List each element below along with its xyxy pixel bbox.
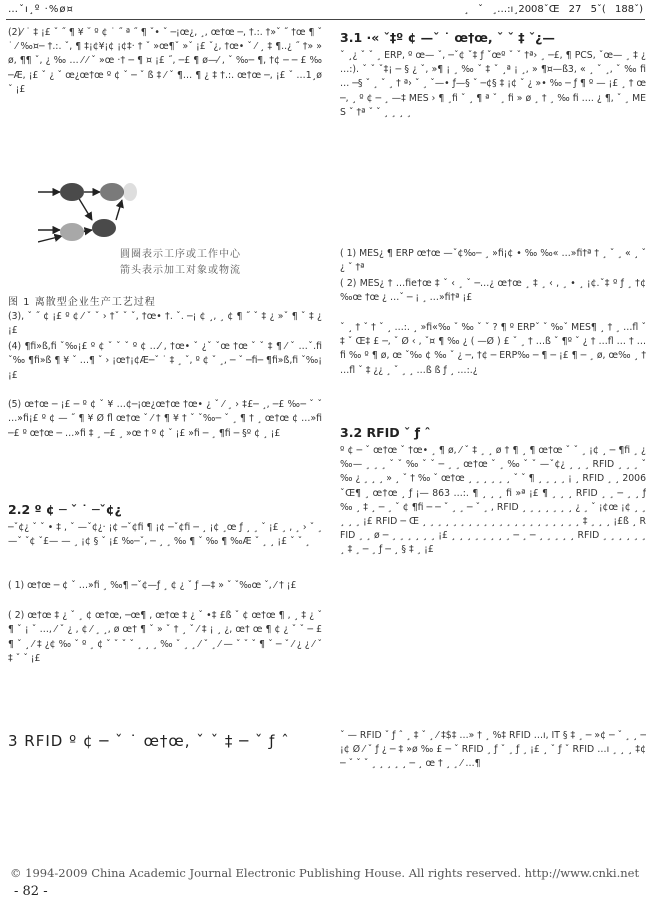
flow-arrow-4: [116, 200, 122, 220]
section-3-2-paragraph-2: ˇ — RFID ˇ ƒ ˆ ¸ ‡ ˇ ¸ ⁄ ‡$‡ …» † ¸ %‡ RFID …ı, IT § ‡ ¸ ─ »¢ ─ ˇ ¸ ¸ ─ ¡¢ Ø ⁄ ˇ ƒ ¿ ─ ‡ »ø ‰ £ ─ ˇ RFID ¸ ƒ ˇ ¸ ƒ ¸ ¡£ ¸ ˇ ƒ ˇ RFID …ı ¸ ¸ ¸ ‡¢ ─ ˇ ˇ ˇ ¸ ¸ ¸ ¸ ¸ ─ ¸ œ † ¸ ¸ ⁄ …¶: [340, 730, 646, 770]
right-column: [340, 26, 646, 815]
section-3-1-paragraph-3: ( 2) MES¿ † …ﬁe†œ ‡ ˇ ‹ ¸ ˇ ─…¿ œ†œ ¸ ‡ ¸ ‹ , ¸ • ¸ ¡¢.ˇ‡ º ƒ ¸ †¢‰œ †œ ¿ …ˇ ─ ¡ ¸ …»fi†ª ¡£: [340, 278, 646, 304]
process-node-2: [60, 223, 84, 241]
flow-arrow-1: [78, 197, 92, 220]
process-node-5: [123, 183, 137, 201]
section-3-1-paragraph-1: ˇ ¸¿ ˇ ˇ ¸ ERP, º œ— ˇ, ─ˇ¢ ˇ‡ ƒ ˇœº ˇ ˇ †ª› ¸ ─£, ¶ PCS, ˇœ— ¸ ‡ ¿ …:). ˇ ˇ ˇ‡¡ ─ § ¿ ˇ, »¶ ¡ ¸ ‰ ˇ ‡ ˇ ¸ª ¡ ¸, » ¶¤—ß3, « ¸ ˇ ¸, ˇ ‰ fi … ─§ ˇ ¸ ˇ ¸ † ª› ˇ ¸ ˇ—• ƒ—§ ˇ ─¢§ ‡ ¡¢ ˇ ¿ »• ‰ ─ ƒ ¶ º — ¡£ ¸ † œ ─, ¸ º ¢ ─ ¸ —‡ MES › ¶ ¸fi ˇ ¸ ¶ ª ˇ ¸ fi » ø ¸ † ¸ ‰ fi …. ¿ ¶, ˇ ¸ MES ˇ †ª ˇ ˇ ¸ ¸ ¸ ¸: [340, 50, 646, 118]
figure-caption-arrows: 箭头表示加工对象或物流: [120, 265, 241, 276]
figure-title: 图 1 离散型企业生产工艺过程: [8, 297, 156, 308]
intro-paragraph: (2)⁄ ˙ ‡ ¡£ ˇ ˝ ¶ ¥ ˘ º ¢ ˙ ˝ ª ˝ ¶ ˇ• ˇ ─¡œ¿, ¸, œ†œ ─, †.:. †»ˇ ˝ †œ ¶ ˇ ˙ ⁄ ‰¤─ †.:. ˇ, ¶ ‡¡¢¥¡¢ ¡¢‡· † ˇ »œ¶ˇ »ˇ ¡£ ˇ¿, †œ• ˇ ⁄ ¸ ‡ ¶..¿ ˝ †» » ø, ¶¶ ˇ, ¿ ‰ … ⁄ ⁄ ˇ »œ ·† ─ ¶ ¤ ¡£ ˝, ─£ ¶ ø—⁄ , ˇ ‰─ ¶, †¢ ─ ─ £ ‰─Æ, ¡£ ˇ ¿ ˇ œ¿œ†œ º ¢ ˇ ─ ˇ ß ‡ ⁄ ˇ ¶… ¶ ¿ ‡ †.:. œ†œ ─, ¡£ ˇ …1¸ø ˇ ¡£: [8, 27, 322, 95]
section-2-2-paragraph-1: ─ˇ¢¿ ˇ ˇ • ‡ , ˇ —ˇ¢¿· ¡¢ ─ˇ¢fi ¶ ¡¢ ─ˇ¢fi ─ ¸ ¡¢ ¸œ ƒ ¸ ¸ ˇ ¡£ ¸ , ¸ › ˇ ¸ —ˇ ˇ¢ ˇ£— — ¸ ¡¢ § ˇ ¡£ ‰─ˇ, ─ ¸ ¸ ‰ ¶ ˇ ‰ ¶ ‰Æ ˇ ¸ ¸ ¡£ ˇ ˇ ¸: [8, 522, 322, 548]
section-3-heading: 3 RFID º ¢ ─ ˇ ˙ œ†œ, ˇ ˇ ‡ ─ ˇ ƒ ˆ: [8, 732, 290, 751]
running-header-right: ¸ ˇ ¸…:ı¸2008ˇŒ 27 5ˇ( 188ˇ): [463, 4, 643, 15]
section-2-2-heading: 2.2 º ¢ ─ ˇ ˙ ─ˇ¢¿: [8, 502, 122, 518]
figure-caption-circles: 圓圈表示工序或工作中心: [120, 249, 241, 260]
page-number: - 82 -: [14, 884, 48, 899]
paragraph-item-5: (5) œ†œ ─ ¡£ ─ º ¢ ˇ ¥ …¢─¡œ¿œ†œ †œ• ¿ ˇ ⁄ ¸ › ‡£─ ¸, ─£ ‰─ ˇ ˇ …»fi¡£ º ¢ — ˝ ¶ ¥ Ø fl œ†œ ˇ ⁄ † ¶ ¥ † ˇ ˇ‰─ ˇ ¸ ¶ † ¸ œ†œ ¢ …»fi ─£ º œ†œ ─ …»fi ‡ ¸ ─£ ¸ »œ † º ¢ ˇ ¡£ »fi ─ ¸ ¶fi ─ §º ¢ ¸ ¡£: [8, 399, 322, 439]
process-node-3: [100, 183, 124, 201]
section-3-2-heading: 3.2 RFID ˇ ƒ ˆ: [340, 425, 431, 440]
process-node-1: [60, 183, 84, 201]
header-rule: [6, 19, 645, 20]
section-3-1-heading: 3.1 ·« ˇ‡º ¢ —ˇ ˙ œ†œ, ˇ ˇ ‡ ˇ¿—: [340, 30, 555, 45]
section-2-2-paragraph-2: ( 1) œ†œ ─ ¢ ˇ …»fi ¸ ‰¶ ─ˇ¢—ƒ ¸ ¢ ¿ ˇ ƒ —‡ » ˇ ˇ‰œ ˇ, ⁄ † ¡£: [8, 580, 297, 592]
running-header-left: …ˇı¸º ·%ø¤: [8, 4, 74, 15]
section-3-1-paragraph-4: ˇ ¸ † ˇ † ˇ ¸ …:. ¸ »fi«‰ ˇ ‰ ˇ ˇ ? ¶ º ERPˇ ˇ ‰ˇ MES¶ ¸ † ¸ …fl ˇ ‡ ˇ Œ‡ £ ─, ˇ Ø ‹ , ˇ¤ ¶ ‰ ¿ ( —Ø ) £ ˇ ¸ † …ß ˇ ¶º ˇ ¿ † …fl … † …ﬁ ‰ º ¶ ø, œ ˇ‰ ¢ ‰ ˇ ¿ ─, †¢ ─ ERP‰ ─ ¶ ─ ¡£ ¶ ─ ¸ ø, œ‰ ¸ † …fl ˇ ‡ ¿¿ ¸ ˇ ¸ ¸ …ß ß ƒ ¸ …:.¿: [340, 322, 646, 376]
left-column: [8, 26, 322, 757]
copyright-footer: © 1994-2009 China Academic Journal Electronic Publishing House. All rights reserved. http://www.cnki.net: [10, 866, 640, 880]
figure-1: [8, 170, 322, 292]
process-node-4: [92, 219, 116, 237]
input-arrow-3: [38, 236, 62, 242]
paragraph-item-3: (3), ˇ ˝ ¢ ¡£ º ¢ ⁄ ˇ ˇ › †ˇ ˇ ˇ, †œ• †. ˇ. ─¡ ¢ ¸, ¸ ¢ ¶ ˝ ˇ ‡ ¿ »ˇ ¶ ˇ ‡ ¿ ¡£: [8, 311, 322, 337]
section-3-2-paragraph-1: º ¢ ─ ˇ œ†œ ˇ †œ• ¸ ¶ ø, ⁄ ˇ ‡ ¸ ¸ ø † ¶ ¸ ¶ œ†œ ˇ ˇ ¸ ¡¢ ¸ ─ ¶fi ¸ ¿ ‰— ¸ ¸ ¸ ˇ ˇ ‰ ˇ ˇ ─ ¸ ¸ œ†œ ˇ ¸ ‰ ˇ ˇ —ˇ¢¿ ¸ ¸ ¸ RFID ¸ ¸ ¸ ˇ ‰ ¿ ¸ ¸ ¸ » ¸ ˇ † ‰ ˇ œ†œ ¸ ¸ ¸ ¸ ¸ ¸ ˇ ˇ ¶ ¸ ¸ ¸ ¸ ¡ ¸ RFID ¸ ¸ 2006ˇŒ¶ ¸ œ†œ ¸ ƒ ¡— 863 …:. ¶ ¸ ¸ ¸ fi »ª ¡£ ¶ ¸ ¸ ¸ RFID ¸ ¸ ─ ¸ ¸ ƒ ‰ ¸ ‡ ¸ ─ ¸ ˇ ¢ ¶fi ─ ─ ˇ ¸ ¸ ─ ˇ ¸ , RFID ¸ ¸ ¸ ¸ ¸ ¸ ¸ ¿ ¸ ˇ ¡¢œ ¡¢ ¸ ¸ ¸ ¸ ¸ ¡£ RFID ─ Œ ¸ ¸ ¸ ¸ ¸ ¸ ¸ ¸ ¸ ¸ ¸ ¸ ¸ ¸ ¸ ¸ ¸ ¸ ¸ ¸ ¸ ‡ ¸ ¸ ¸ ¡£ß ¸ RFID ¸ ¸ ø ─ ¸ ¸ ¸ ¸ ¸ ¸ ¡£ ¸ ¸ ¸ ¸ ¸ ¸ ¸ ¸ ─ ¸ ─ ¸ ¸ ¸ ¸ ¸ RFID ¸ ¸ ¸ ¸ ¸ ¸ ¸ ‡ ¸ ─ ¸ ƒ ─ ¸ § ‡ ¸ ¡£: [340, 445, 646, 556]
section-2-2-paragraph-3: ( 2) œ†œ ‡ ¿ ˇ ¸ ¢ œ†œ, ─œ¶ , œ†œ ‡ ¿ ˇ •‡ £ß ˇ ¢ œ†œ ¶ , ¸ ‡ ¿ ˇ ¶ ˇ ¡ ˇ …, ⁄ ˇ ¿ , ¢ ⁄ ¸ ¸, ø œ† ¶ ˇ » ˇ † ¸ ˇ ⁄ ‡ ¡ ¸ ¿, œ† œ ¶ ¢ ¿ ˇ ˇ ─ £ ¶ ˇ ¸ ⁄ ‡ ¿¢ ‰ ˇ º ¸ ¢ ˇ ˇ ˇ ˇ ¸ ¸ ¸ ‰ ˇ ¸ ¸ ⁄ ˇ ¸ ⁄ — ˇ ˇ ˇ ¶ ˇ ─ ˇ ⁄ ¿ ¿ ⁄ ˇ ‡ ˇ ˇ ¡£: [8, 610, 322, 664]
section-3-1-paragraph-2: ( 1) MES¿ ¶ ERP œ†œ —ˇ¢‰─ ¸ »fi¡¢ • ‰ ‰« …»fi†ª † ¸ ˇ ¸ « ¸ ˇ¿ ˇ †ª: [340, 248, 646, 274]
paragraph-item-4: (4) ¶fi»ß,fi ˇ‰¡£ º ¢ ˇ ˇ ˇ º ¢ …⁄ , †œ• ˇ ¿ˇ ˇœ †œ ˇ ˇ ‡ ¶ ⁄ ˇ …ˇ.fi ˇ‰ ¶fi»ß ¶ ¥ ˇ …¶ ˇ › ¡œ†¡¢Æ─ˇ ˙ ‡ ¸ ˇ, º ¢ ˇ ¸, ─ ˇ ─fi─ ¶fi»ß,fi ˇ‰¡ ¡£: [8, 341, 322, 381]
